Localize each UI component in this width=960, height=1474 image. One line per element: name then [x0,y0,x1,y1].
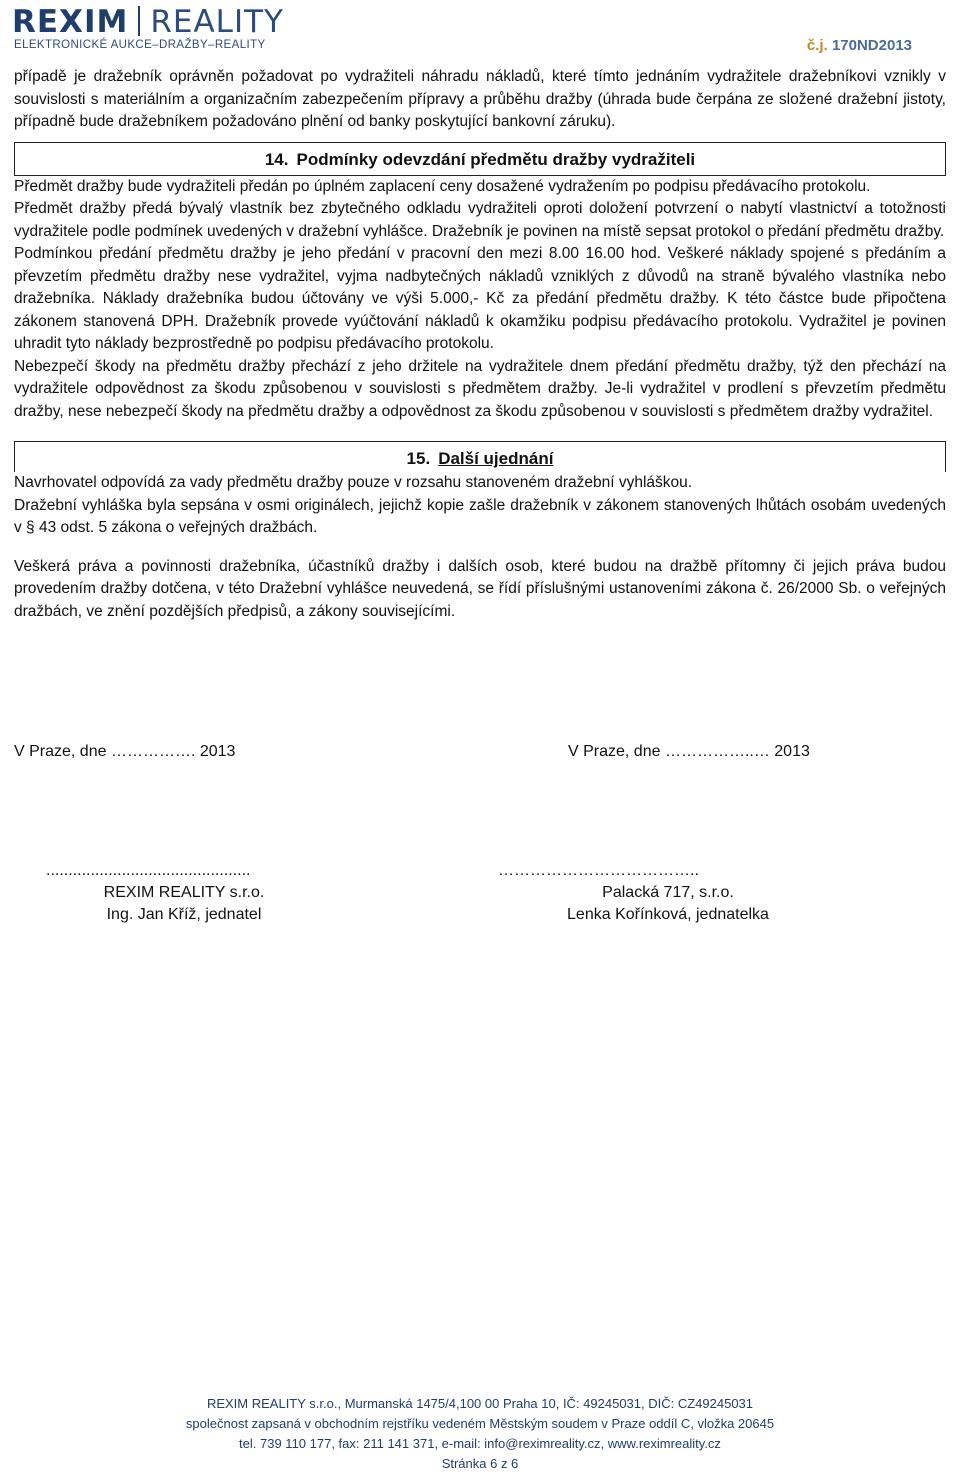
signature-line: .............................................. [46,862,251,879]
section-15-paragraph: Dražební vyhláška byla sepsána v osmi originálech, jejichž kopie zašle dražebník v zákonem stanovených lhůtách osobám uvedených v § 43 odst. 5 zákona o veřejných dražbách. [14,496,946,536]
signatory-name: Lenka Kořínková, jednatelka [567,906,769,923]
section-14-heading [14,142,946,176]
section-14-paragraph: Podmínkou předání předmětu dražby je jeho předání v pracovní den mezi 8.00 16.00 hod. Veškeré náklady spojené s předáním a převzetím předmětu dražby nese vydražitel, vyjma nadbytečných nákladů vzniklých z důvodů na straně bývalého vlastníka nebo dražebníka. Náklady dražebníka budou účtovány ve výši 5.000,- Kč za předání předmětu dražby. K této částce bude připočtena zákonem stanovená DPH. Dražebník provede vyúčtování nákladů k okamžiku podpisu předávacího protokolu. Vydražitel je povinen uhradit tyto náklady bezprostředně po podpisu předávacího protokolu. [14,245,946,352]
logo-wordmark [12,4,284,38]
section-14-number: 14. [264,149,289,169]
logo-divider [138,6,140,36]
place-date-row [14,743,946,767]
paragraph-spacer [14,540,946,556]
footer-registry-line: společnost zapsaná v obchodním rejstříku vedeném Městským soudem v Praze oddíl C, vložka 20645 [185,1416,775,1431]
company-logo [12,4,284,54]
reference-prefix: č.j. [806,37,828,54]
logo-main-text: REXIM [12,4,129,40]
left-signature-block [14,860,354,926]
document-body [14,66,946,623]
right-signature-block [498,860,838,926]
intro-paragraph: případě je dražebník oprávněn požadovat po vydražiteli náhradu nákladů, které tímto jednáním vydražitele dražebníkovi vznikly v souvislosti s materiálním a organizačním zabezpečením přípravy a průběhu dražby (úhrada bude čerpána ze složené dražební jistoty, případně bude dražebníkem požadováno plnění od banky poskytující bankovní záruku). [14,68,946,130]
section-15-number: 15. [406,449,431,468]
page-number: Stránka 6 z 6 [441,1456,519,1471]
footer-company-line: REXIM REALITY s.r.o., Murmanská 1475/4,100 00 Praha 10, IČ: 49245031, DIČ: CZ49245031 [206,1396,754,1411]
section-15-paragraph: Navrhovatel odpovídá za vady předmětu dražby pouze v rozsahu stanoveném dražební vyhláškou. [14,474,693,491]
signature-line: ……………………………….. [498,862,699,879]
footer-contact-line: tel. 739 110 177, fax: 211 141 371, e-mail: info@reximreality.cz, www.reximreality.cz [239,1436,721,1451]
reference-value: 170ND2013 [831,37,912,54]
signatory-company: Palacká 717, s.r.o. [602,884,734,901]
section-14-title: Podmínky odevzdání předmětu dražby vydražiteli [296,149,696,169]
left-place-date: V Praze, dne ……………. 2013 [14,743,236,760]
section-14-paragraph: Předmět dražby bude vydražiteli předán po úplném zaplacení ceny dosažené vydražením po podpisu předávacího protokolu. [14,177,871,195]
section-14-paragraph: Nebezpečí škody na předmětu dražby přechází z jeho držitele na vydražitele dnem předání předmětu dražby, týž den přechází na vydražitele odpovědnost za škodu způsobenou v souvislosti s předmětem dražby. Je-li vydražitel v prodlení s převzetím předmětu dražby, nese nebezpečí škody na předmětu dražby a odpovědnost za škodu způsobenou v souvislosti s předmětem dražby vydražitel. [14,357,946,420]
page-header [0,0,960,60]
logo-tagline: ELEKTRONICKÉ AUKCE–DRAŽBY–REALITY [14,39,266,51]
section-15-heading [14,441,946,472]
reference-number [807,37,912,54]
logo-sub-text: REALITY [150,4,284,40]
right-place-date: V Praze, dne ……………..… 2013 [568,743,810,760]
section-15-paragraph: Veškerá práva a povinnosti dražebníka, účastníků dražby i dalších osob, které budou na dražbě přítomny či jejich práva budou provedením dražby dotčena, v této Dražební vyhlášce neuvedená, se řídí příslušnými ustanoveními zákona č. 26/2000 Sb. o veřejných dražbách, ve znění pozdějších předpisů, a zákony souvisejícími. [14,557,946,620]
page-footer [0,1394,960,1474]
section-14-paragraph: Předmět dražby předá bývalý vlastník bez zbytečného odkladu vydražiteli oproti doložení potvrzení o nabytí vlastnictví a totožnosti vydražitele podle podmínek uvedených v dražební vyhlášce. Dražebník je povinen na místě sepsat protokol o předání předmětu dražby. [14,200,946,240]
signatory-company: REXIM REALITY s.r.o. [103,884,265,901]
signatory-name: Ing. Jan Kříž, jednatel [106,906,262,923]
section-15-title: Další ujednání [438,449,554,468]
